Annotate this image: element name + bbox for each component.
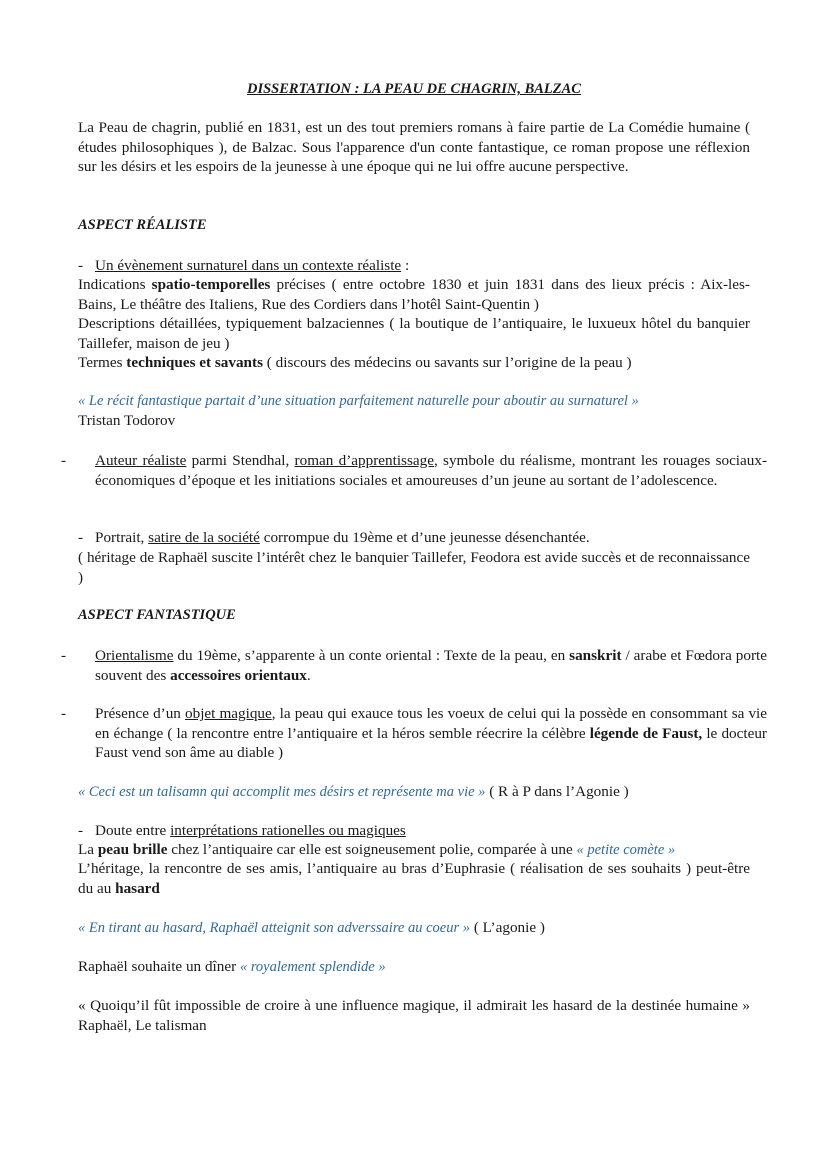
intro-paragraph: La Peau de chagrin, publié en 1831, est un des tout premiers romans à faire partie de La Comédie humaine ( études philosophiques ), de Balzac. Sous l'apparence d'un conte fantastique, ce roman propose une réflexion sur les désirs et les espoirs de la jeunesse à une époque qui ne lui offre aucune perspective. bbox=[78, 119, 750, 175]
fantastique-point-doute: - Doute entre interprétations rationelles ou magiques bbox=[78, 822, 406, 839]
realiste-point-1: - Un évènement surnaturel dans un contexte réaliste : bbox=[78, 257, 410, 274]
fantastique-heritage: L’héritage, la rencontre de ses amis, l’antiquaire au bras d’Euphrasie ( réalisation de ses souhaits ) peut-être du au hasard bbox=[78, 860, 750, 897]
realiste-descriptions: Descriptions détaillées, typiquement balzaciennes ( la boutique de l’antiquaire, le luxueux hôtel du banquier Taillefer, maison de jeu ) bbox=[78, 315, 750, 352]
realiste-indications: Indications spatio-temporelles précises ( entre octobre 1830 et juin 1831 dans des lieux précis : Aix-les-Bains, Le théâtre des Italiens, Rue des Cordiers dans l’hotêl Saint-Quentin ) bbox=[78, 276, 750, 313]
realiste-point-portrait: - Portrait, satire de la société corrompue du 19ème et d’une jeunesse désenchantée. bbox=[78, 529, 590, 546]
quote-talisman-raphael: « Quoiqu’il fût impossible de croire à une influence magique, il admirait les hasard de la destinée humaine » Raphaël, Le talisman bbox=[78, 997, 750, 1034]
fantastique-diner: Raphaël souhaite un dîner « royalement splendide » bbox=[78, 958, 386, 975]
realiste-termes: Termes techniques et savants ( discours des médecins ou savants sur l’origine de la peau ) bbox=[78, 354, 632, 371]
fantastique-point-orientalisme: - Orientalisme du 19ème, s’apparente à un conte oriental : Texte de la peau, en sanskrit / arabe et Fœdora porte souvent des accessoires orientaux. bbox=[61, 647, 767, 684]
realiste-heritage: ( héritage de Raphaël suscite l’intérêt chez le banquier Taillefer, Feodora est avide succès et de reconnaissance ) bbox=[78, 549, 750, 586]
fantastique-point-objet-magique: - Présence d’un objet magique, la peau qui exauce tous les voeux de celui qui la possède en consommant sa vie en échange ( la rencontre entre l’antiquaire et la héros semble réecrire la célèbre légende de Faust, le docteur Faust vend son âme au diable ) bbox=[61, 705, 767, 761]
section-heading-realiste: ASPECT RÉALISTE bbox=[78, 217, 207, 233]
quote-talisman: « Ceci est un talisamn qui accomplit mes désirs et représente ma vie » ( R à P dans l’Agonie ) bbox=[78, 783, 629, 800]
realiste-point-auteur: - Auteur réaliste parmi Stendhal, roman d’apprentissage, symbole du réalisme, montrant les rouages sociaux-économiques d’époque et les initiations sociales et amoureuses d’un jeune au sortant de l’adolescence. bbox=[61, 452, 768, 489]
fantastique-peau-brille: La peau brille chez l’antiquaire car elle est soigneusement polie, comparée à une « petite comète » bbox=[78, 841, 676, 858]
quote-todorov-author: Tristan Todorov bbox=[78, 412, 176, 429]
quote-todorov: « Le récit fantastique partait d’une situation parfaitement naturelle pour aboutir au surnaturel » bbox=[78, 393, 639, 409]
bullet-dash: - bbox=[78, 257, 84, 274]
document-title: DISSERTATION : LA PEAU DE CHAGRIN, BALZAC bbox=[247, 81, 581, 97]
section-heading-fantastique: ASPECT FANTASTIQUE bbox=[78, 607, 236, 623]
quote-hasard: « En tirant au hasard, Raphaël atteignit son adverssaire au coeur » ( L’agonie ) bbox=[78, 919, 545, 936]
